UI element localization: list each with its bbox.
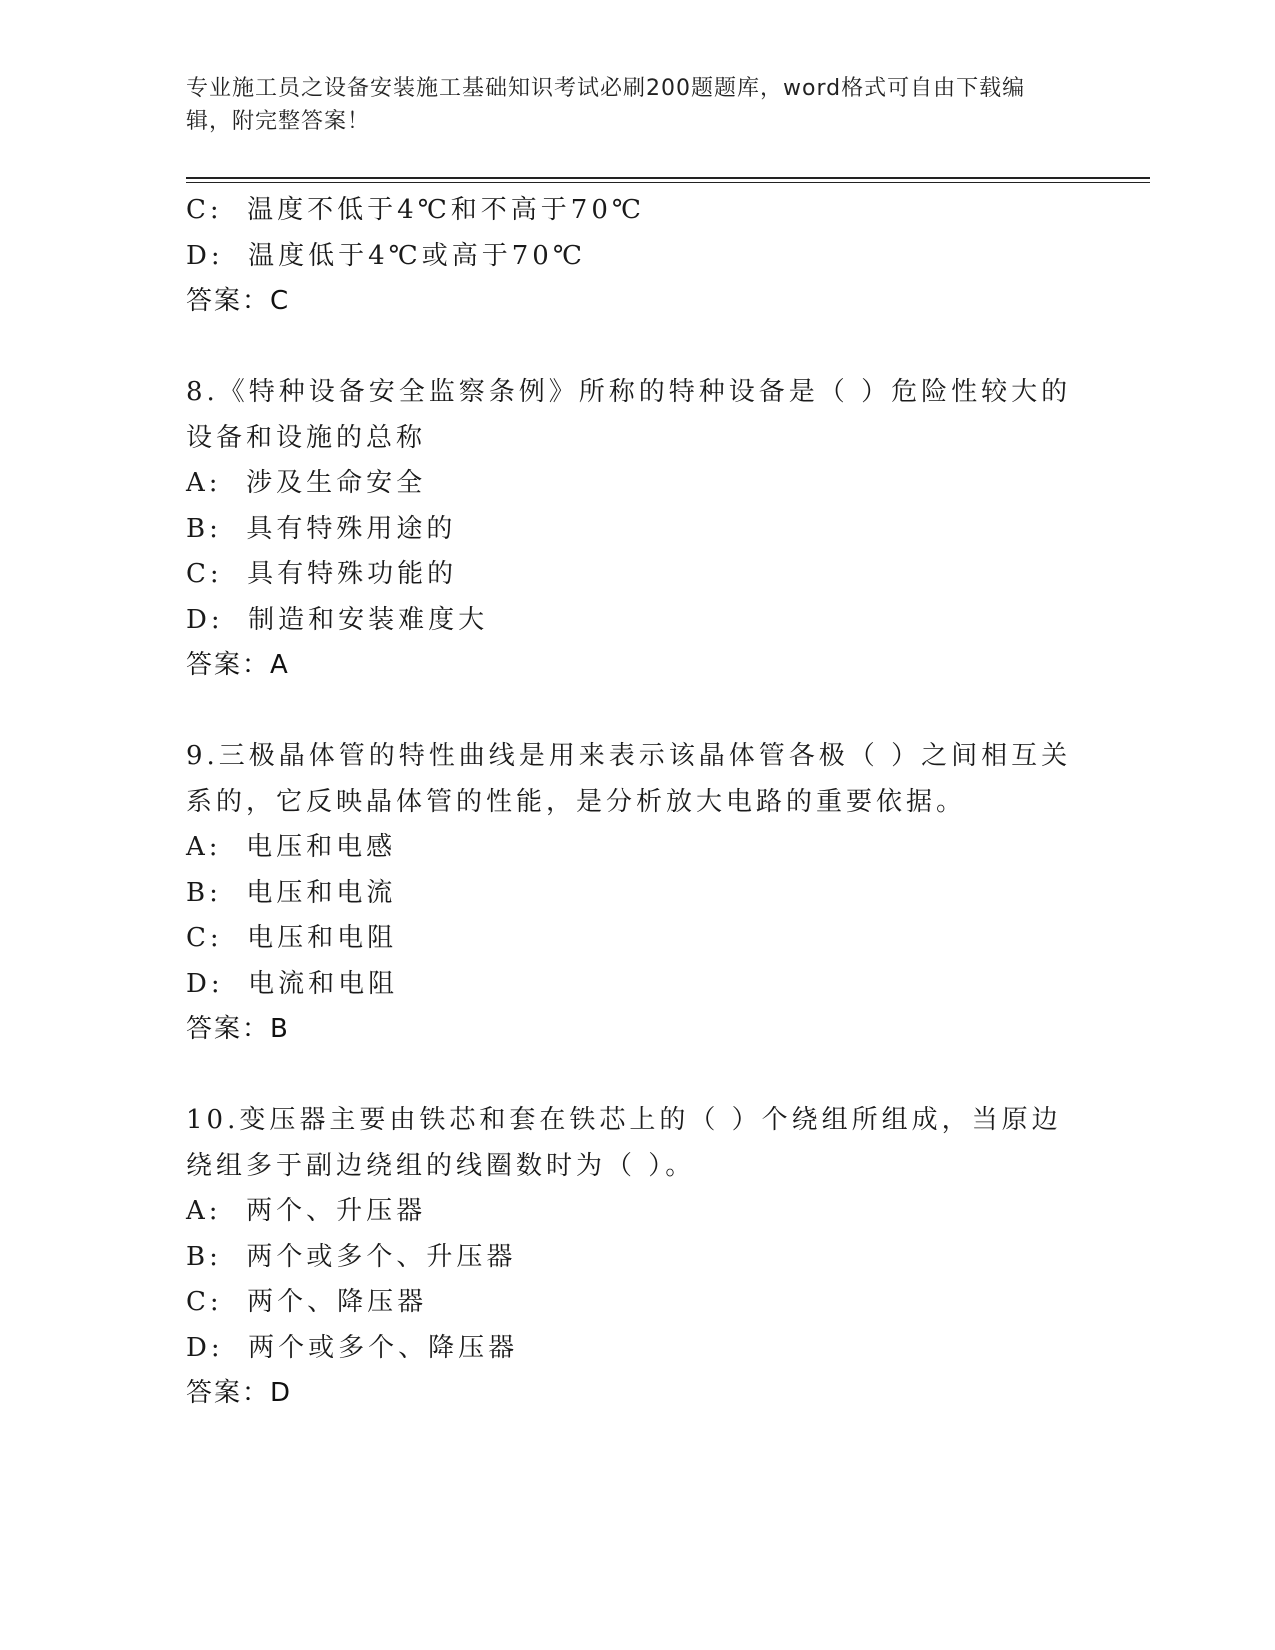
option-c: C: 两个、降压器 — [186, 1287, 428, 1317]
option-a: A: 涉及生命安全 — [186, 468, 427, 498]
option-d: D: 两个或多个、降压器 — [186, 1332, 519, 1363]
answer-line: 答案：B — [186, 1014, 290, 1044]
question-9 — [186, 734, 1086, 1053]
question-text: 8.《特种设备安全监察条例》所称的特种设备是（ ）危险性较大的设备和设施的总称 — [186, 377, 1072, 453]
document-body — [186, 188, 1086, 1417]
question-10 — [186, 1098, 1086, 1417]
answer-line: 答案：A — [186, 650, 290, 680]
spacer — [186, 1053, 1086, 1099]
spacer — [186, 689, 1086, 735]
header-divider-thin — [186, 182, 1150, 183]
document-header-title: 专业施工员之设备安装施工基础知识考试必刷200题题库，word格式可自由下载编辑，附完整答案！ — [186, 76, 1026, 134]
answer-line: 答案：D — [186, 1378, 293, 1408]
question-text: 9.三极晶体管的特性曲线是用来表示该晶体管各极（ ）之间相互关系的，它反映晶体管的性能，是分析放大电路的重要依据。 — [186, 741, 1072, 817]
spacer — [186, 325, 1086, 371]
option-d: D: 电流和电阻 — [186, 968, 399, 999]
question-8 — [186, 370, 1086, 689]
question-text: 10.变压器主要由铁芯和套在铁芯上的（ ）个绕组所组成，当原边绕组多于副边绕组的线圈数时为（ ）。 — [186, 1105, 1062, 1181]
option-c: C: 具有特殊功能的 — [186, 559, 458, 589]
option-a: A: 两个、升压器 — [186, 1196, 427, 1226]
answer-line: 答案：C — [186, 286, 291, 316]
option-d: D: 制造和安装难度大 — [186, 604, 489, 635]
option-a: A: 电压和电感 — [186, 832, 397, 862]
option-b: B: 具有特殊用途的 — [186, 513, 457, 544]
option-d: D: 温度低于4℃或高于70℃ — [186, 240, 586, 271]
option-c: C: 温度不低于4℃和不高于70℃ — [186, 195, 645, 225]
option-b: B: 电压和电流 — [186, 877, 397, 908]
option-c: C: 电压和电阻 — [186, 923, 398, 953]
header-divider-thick — [186, 177, 1150, 179]
question-7-tail — [186, 188, 1086, 325]
option-b: B: 两个或多个、升压器 — [186, 1241, 517, 1272]
